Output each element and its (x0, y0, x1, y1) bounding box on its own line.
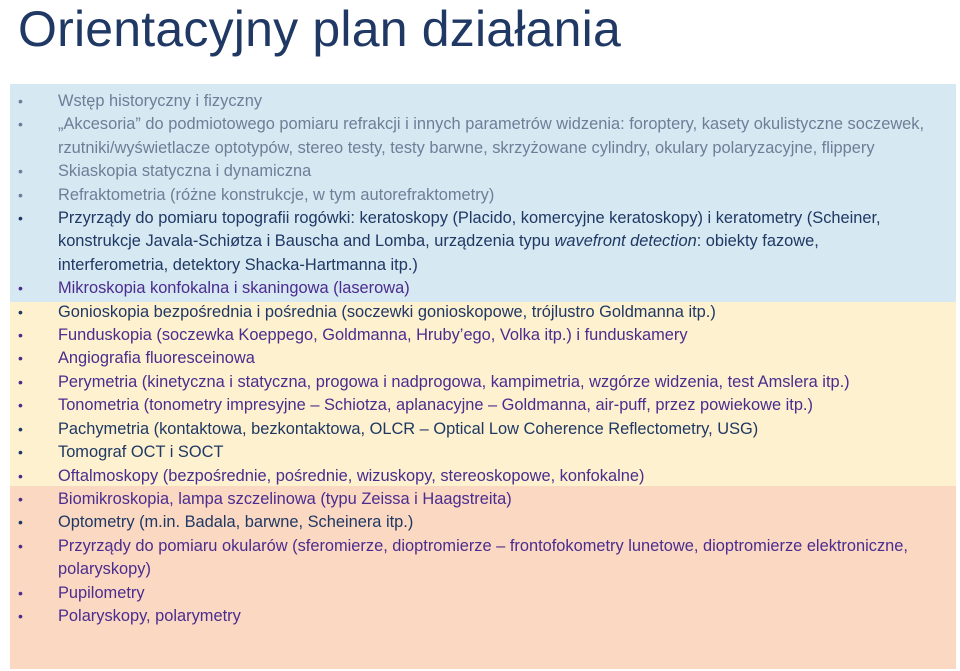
list-item (0, 511, 960, 534)
bullet-icon: • (18, 93, 23, 109)
bullet-icon: • (18, 280, 23, 297)
bullet-icon: • (18, 490, 23, 507)
list-item (0, 277, 960, 300)
bullet-icon: • (18, 163, 23, 180)
list-item-text: : obiekty fazowe, interferometria, detektory Shacka-Hartmanna itp.) (58, 232, 819, 274)
bullet-icon: • (18, 607, 23, 624)
list-item (0, 535, 960, 582)
bullet-icon: • (18, 420, 23, 437)
list-item-text: Refraktometria (różne konstrukcje, w tym autorefraktometry) (58, 185, 495, 204)
bullet-icon: • (18, 584, 23, 601)
list-item (0, 184, 960, 207)
list-item (0, 441, 960, 464)
list-item-text: Pupilometry (58, 583, 145, 602)
list-item-text: Perymetria (kinetyczna i statyczna, progowa i nadprogowa, kampimetria, wzgórze widzenia, test Amslera itp.) (58, 372, 850, 391)
bullet-icon: • (18, 397, 23, 414)
list-item-text: Tomograf OCT i SOCT (58, 443, 224, 462)
bullet-icon: • (18, 116, 23, 133)
list-item (0, 488, 960, 511)
list-item (0, 347, 960, 370)
list-item (0, 301, 960, 324)
list-item (0, 160, 960, 183)
bullet-icon: • (18, 350, 23, 367)
slide-title: Orientacyjny plan działania (18, 1, 621, 57)
list-item-text: Mikroskopia konfokalna i skaningowa (laserowa) (58, 279, 410, 298)
list-item (0, 324, 960, 347)
list-item (0, 418, 960, 441)
bullet-icon: • (18, 537, 23, 554)
bullet-icon: • (18, 467, 23, 484)
list-item (0, 465, 960, 488)
list-item (0, 371, 960, 394)
list-item-text: Przyrządy do pomiaru okularów (sferomierze, dioptromierze – frontofokometry lunetowe, dioptromierze elektroniczne, polaryskopy) (58, 536, 908, 579)
list-item (0, 394, 960, 417)
bullet-icon: • (18, 210, 23, 227)
bullet-icon: • (18, 444, 23, 461)
list-item (0, 90, 960, 113)
bullet-icon: • (18, 514, 23, 531)
bullet-icon: • (18, 186, 23, 203)
list-item (0, 582, 960, 605)
list-item-text: Optometry (m.in. Badala, barwne, Scheinera itp.) (58, 513, 414, 532)
list-item-text: Wstęp historyczny i fizyczny (58, 92, 263, 110)
list-item-text: Przyrządy do pomiaru topografii rogówki: keratoskopy (Placido, komercyjne keratoskopy) i keratometry (Scheiner, konstrukcje Javala-Schiøtza i Bauscha and Lomba, urządzenia typu (58, 209, 881, 251)
list-item-text: Oftalmoskopy (bezpośrednie, pośrednie, wizuskopy, stereoskopowe, konfokalne) (58, 466, 645, 485)
list-item (0, 113, 960, 160)
list-item-text: Pachymetria (kontaktowa, bezkontaktowa, OLCR – Optical Low Coherence Reflectometry, USG) (58, 419, 759, 438)
list-item (0, 207, 960, 277)
list-item-text: Tonometria (tonometry impresyjne – Schiotza, aplanacyjne – Goldmanna, air-puff, przez powiekowe itp.) (58, 396, 813, 415)
list-item-text: Skiaskopia statyczna i dynamiczna (58, 162, 312, 181)
list-item-text: Gonioskopia bezpośrednia i pośrednia (soczewki gonioskopowe, trójlustro Goldmanna itp.) (58, 302, 716, 321)
list-item-emphasis: wavefront detection (554, 232, 697, 251)
list-item-text: Angiografia fluoresceinowa (58, 349, 255, 368)
list-item-text: Funduskopia (soczewka Koeppego, Goldmanna, Hruby’ego, Volka itp.) i funduskamery (58, 326, 688, 345)
bullet-icon: • (18, 327, 23, 344)
list-item-text: „Akcesoria” do podmiotowego pomiaru refrakcji i innych parametrów widzenia: foroptery, kasety okulistyczne soczewek, rzutniki/wyświetlacze optotypów, stereo testy, testy barwne, skrzyżowane cylindry, okulary polaryzacyjne, flippery (58, 115, 925, 157)
list-item-text: Biomikroskopia, lampa szczelinowa (typu Zeissa i Haagstreita) (58, 489, 512, 508)
bullet-list (0, 90, 960, 628)
bullet-icon: • (18, 373, 23, 390)
list-item (0, 605, 960, 628)
list-item-text: Polaryskopy, polarymetry (58, 606, 241, 625)
bullet-icon: • (18, 303, 23, 320)
